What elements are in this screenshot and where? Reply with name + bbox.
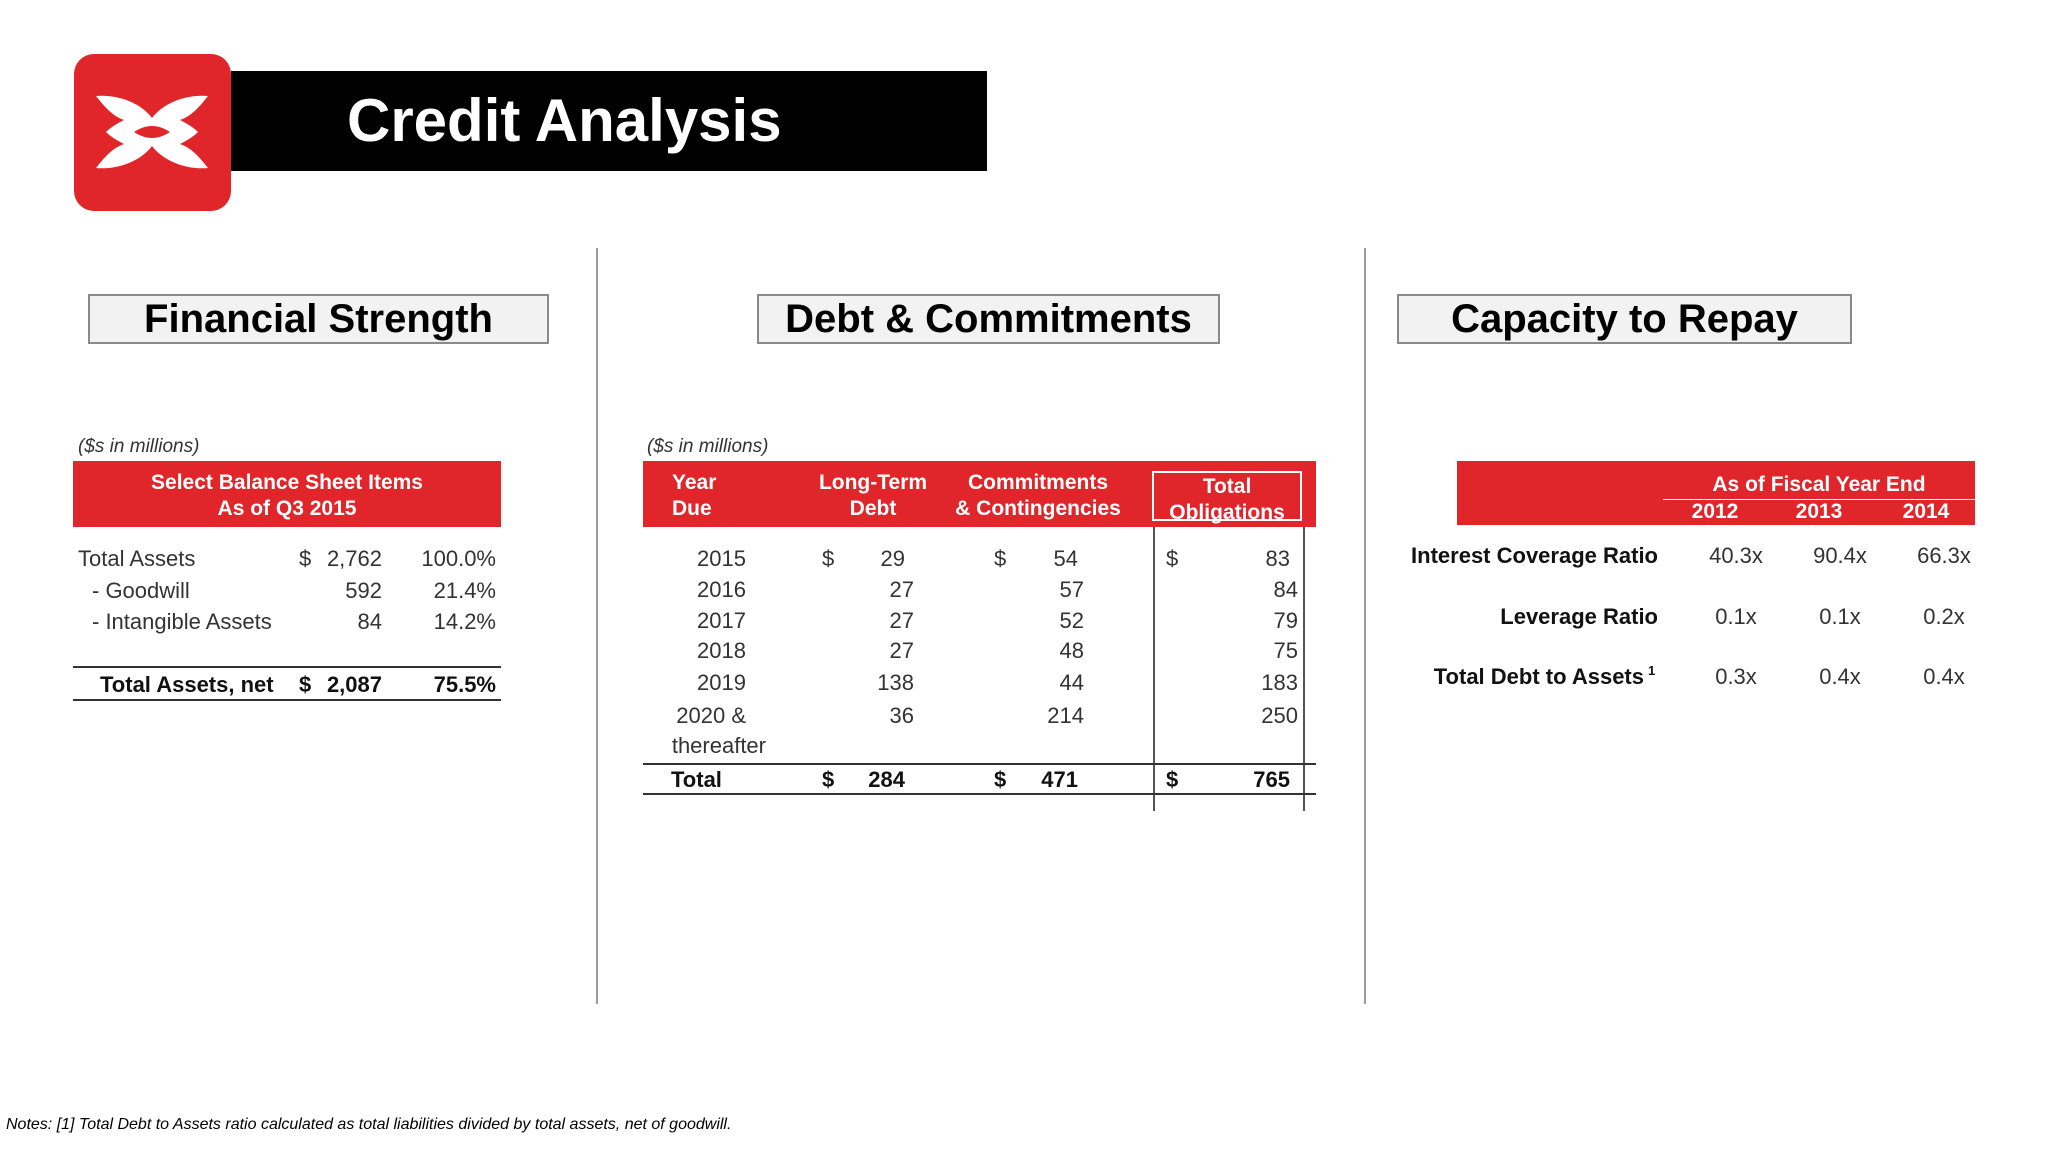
balance-sheet-header-line2: As of Q3 2015 — [217, 497, 357, 520]
column-divider — [596, 248, 598, 1004]
section-title-financial-strength: Financial Strength — [88, 294, 549, 344]
units-label: ($s in millions) — [78, 436, 200, 457]
balance-sheet-header — [73, 461, 501, 527]
table-divider — [73, 666, 501, 668]
table-divider — [643, 793, 1316, 795]
page-title: Credit Analysis — [347, 87, 782, 154]
section-title-debt-commitments: Debt & Commitments — [757, 294, 1220, 344]
column-divider — [1364, 248, 1366, 1004]
table-divider — [643, 763, 1316, 765]
table-divider — [73, 699, 501, 701]
brand-logo — [74, 54, 231, 211]
title-bar — [231, 71, 987, 171]
balance-sheet-header-line1: Select Balance Sheet Items — [151, 471, 423, 494]
capacity-table-header: As of Fiscal Year End 2012 2013 2014 — [1457, 461, 1975, 525]
under-armour-logo-icon — [88, 92, 216, 172]
section-title-capacity-to-repay: Capacity to Repay — [1397, 294, 1852, 344]
total-column-border — [1303, 527, 1305, 811]
footnote: Notes: [1] Total Debt to Assets ratio calculated as total liabilities divided by total assets, net of goodwill. — [6, 1116, 732, 1133]
footnote-marker: 1 — [1648, 663, 1656, 678]
total-column-border — [1153, 527, 1155, 811]
units-label: ($s in millions) — [647, 436, 769, 457]
debt-table-header: Year Due Long-Term Debt Commitments & Contingencies Total Obligations — [643, 461, 1316, 527]
